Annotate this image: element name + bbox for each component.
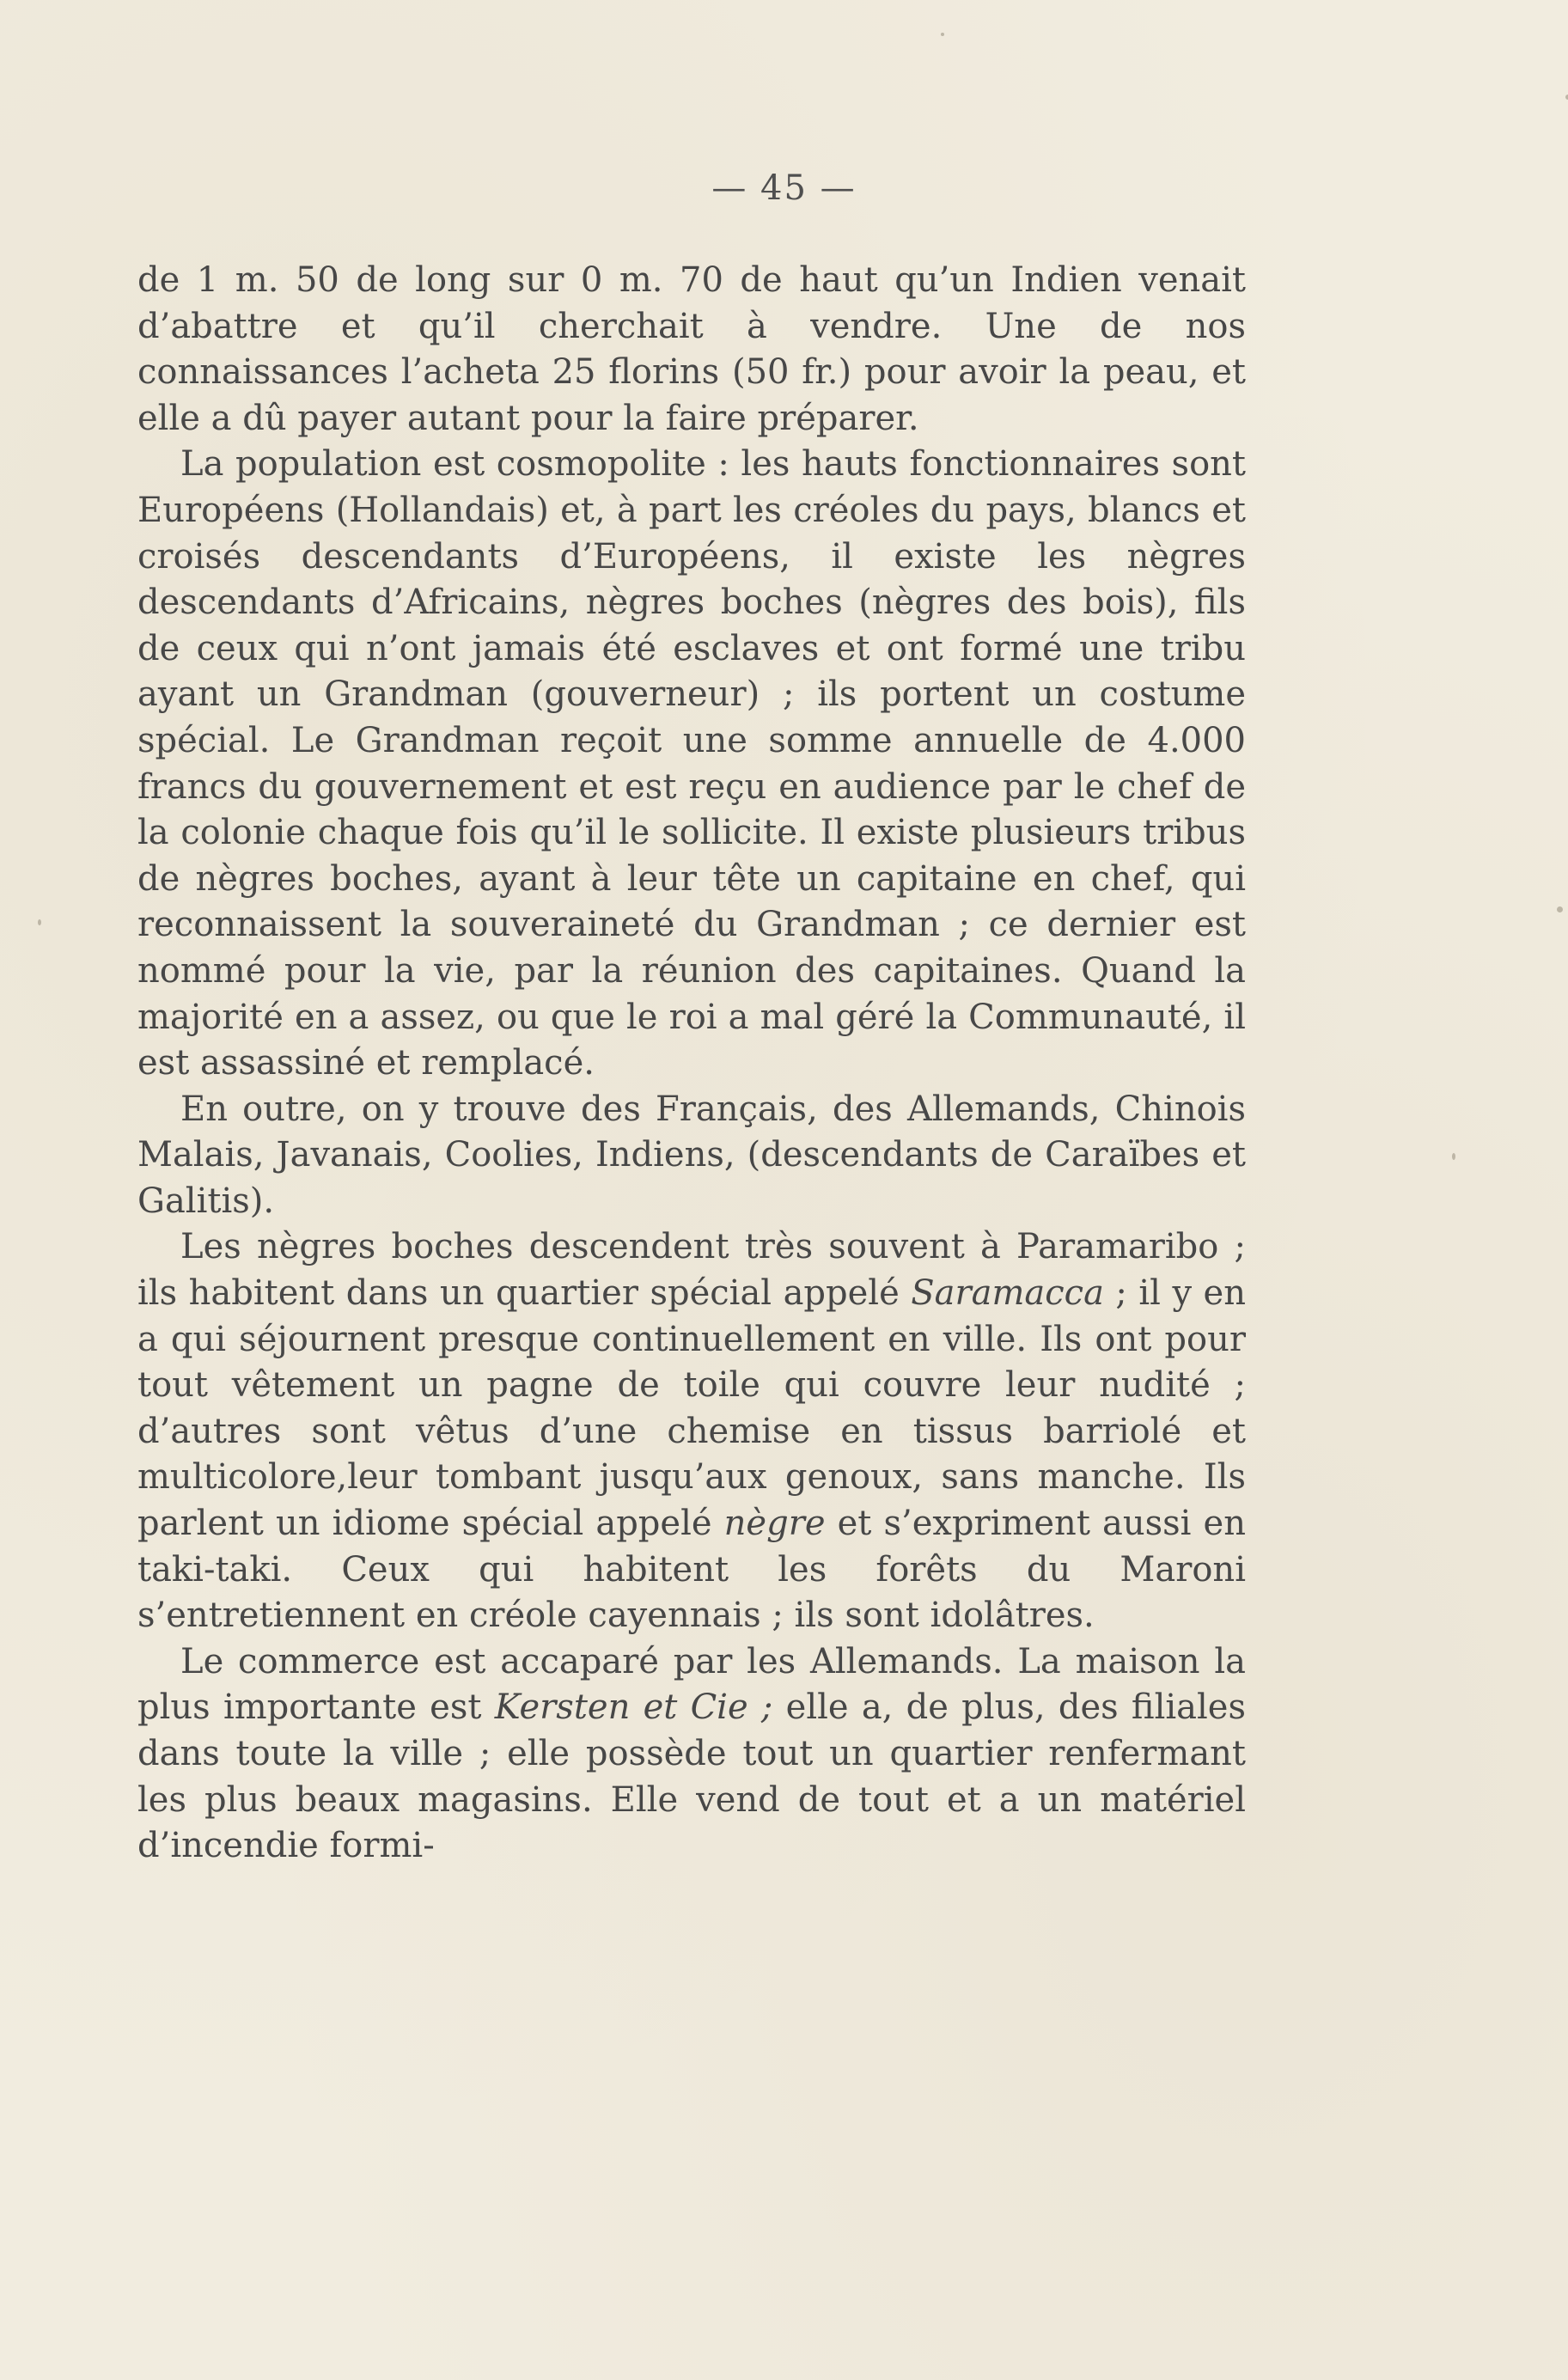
text-segment: et s’expriment aussi en taki-taki. Ceux qui habitent les forêts du Maroni s’entretiennent en créole cayennais ; ils sont idolâtres. [137, 1504, 1246, 1636]
paragraph [137, 258, 1246, 442]
text-segment: de 1 m. 50 de long sur 0 m. 70 de haut qu’un Indien venait d’abattre et qu’il cherchait à vendre. Une de nos connaissances l’acheta 25 florins (50 fr.) pour avoir la peau, et elle a dû payer autant pour la faire préparer. [137, 260, 1246, 438]
italic-term: Kersten et Cie ; [494, 1687, 773, 1728]
paragraph [137, 1639, 1246, 1870]
text-segment: Les nègres boches descendent très souvent à Paramaribo ; ils habitent dans un quartier spécial appelé [137, 1227, 1246, 1314]
paper-speck [1452, 1153, 1455, 1160]
paragraph [137, 1087, 1246, 1225]
paper-speck [941, 33, 944, 36]
text-segment: En outre, on y trouve des Français, des Allemands, Chinois Malais, Javanais, Coolies, Indiens, (descendants de Caraïbes et Galitis). [137, 1089, 1246, 1221]
paragraph [137, 442, 1246, 1086]
paragraph [137, 1224, 1246, 1639]
text-segment: elle a, de plus, des filiales dans toute la ville ; elle possède tout un quartier renfermant les plus beaux magasins. Elle vend de tout et a un matériel d’incendie formi- [137, 1687, 1246, 1866]
text-segment: ; il y en a qui séjournent presque continuellement en ville. Ils ont pour tout vêtement un pagne de toile qui couvre leur nudité ; d’autres sont vêtus d’une chemise en tissus barriolé et multicolore,leur tombant jusqu’aux genoux, sans manche. Ils parlent un idiome spécial appelé [137, 1273, 1246, 1544]
italic-term: nègre [723, 1504, 826, 1544]
text-segment: La population est cosmopolite : les hauts fonctionnaires sont Européens (Hollandais) et, à part les créoles du pays, blancs et croisés descendants d’Européens, il existe les nègres descendants d’Africains, nègres boches (nègres des bois), fils de ceux qui n’ont jamais été esclaves et ont formé une tribu ayant un Grandman (gouverneur) ; ils portent un costume spécial. Le Grandman reçoit une somme annuelle de 4.000 francs du gouvernement et est reçu en audience par le chef de la colonie chaque fois qu’il le sollicite. Il existe plusieurs tribus de nègres boches, ayant à leur tête un capitaine en chef, qui reconnaissent la souveraineté du Grandman ; ce dernier est nommé pour la vie, par la réunion des capitaines. Quand la majorité en a assez, ou que le roi a mal géré la Communauté, il est assassiné et remplacé. [137, 444, 1246, 1083]
text-segment: Le commerce est accaparé par les Allemands. La maison la plus importante est [137, 1641, 1246, 1728]
italic-term: Saramacca [911, 1273, 1104, 1314]
paper-speck [38, 919, 41, 925]
page-number: — 45 — [711, 168, 857, 208]
paper-speck [1557, 906, 1563, 912]
body-text [137, 258, 1246, 1870]
